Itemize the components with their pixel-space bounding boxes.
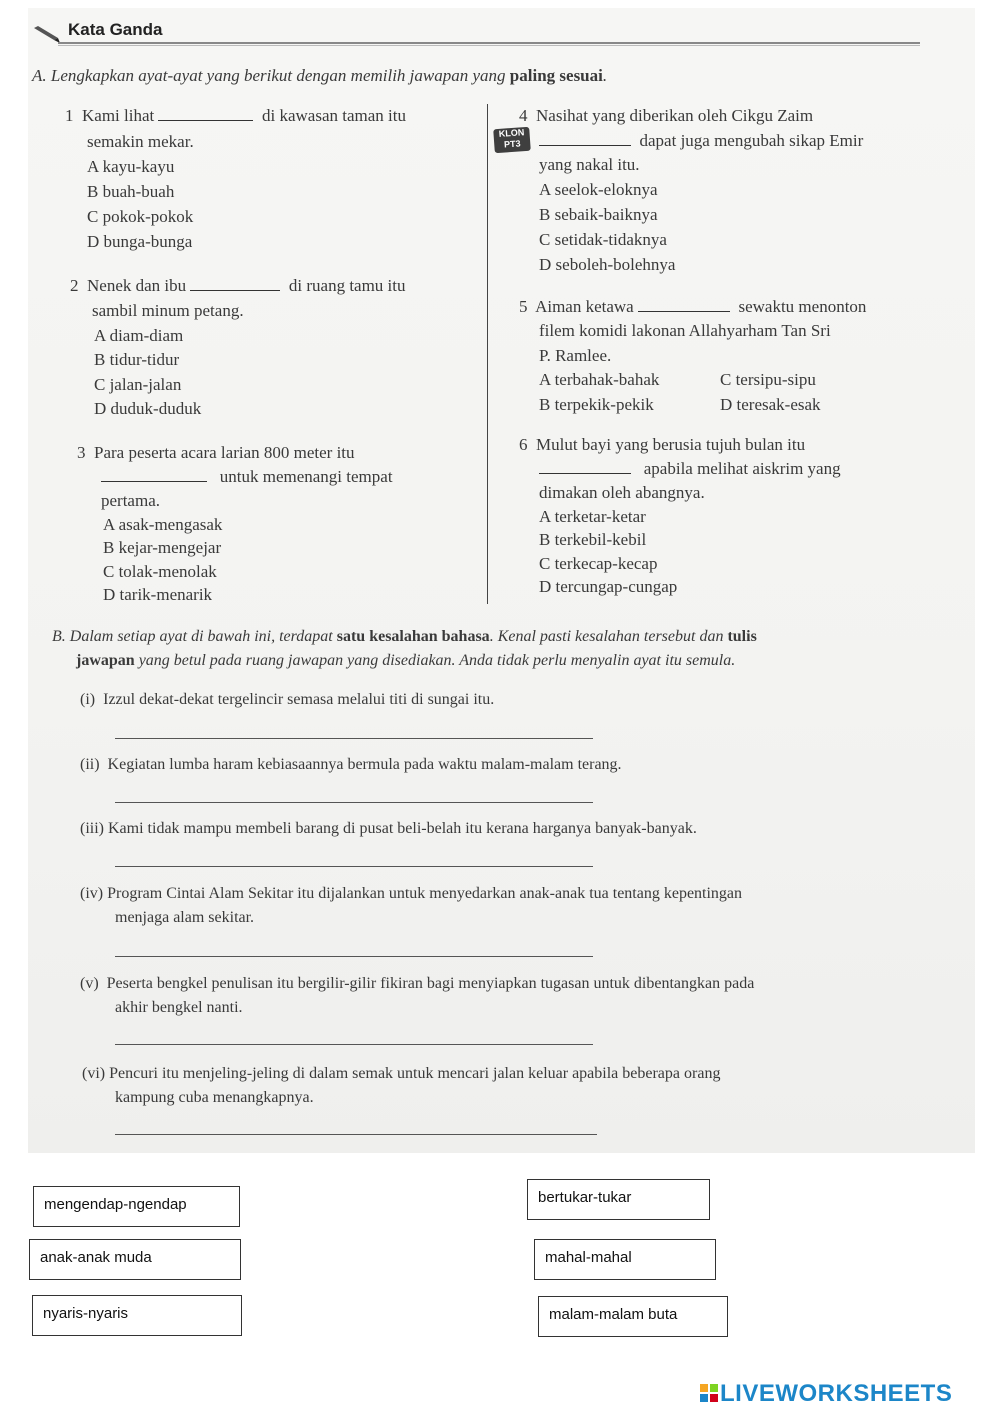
q3-option-c: C tolak-menolak	[103, 562, 217, 581]
answer-box-anak-anak-muda[interactable]: anak-anak muda	[29, 1239, 241, 1280]
question-6-line-2: apabila melihat aiskrim yang	[539, 457, 841, 481]
item-i: (i) Izzul dekat-dekat tergelincir semasa melalui titi di sungai itu.	[80, 691, 495, 708]
q2-option-a: A diam-diam	[94, 326, 184, 345]
q4-option-a: A seelok-eloknya	[539, 180, 658, 199]
question-6-line-3: dimakan oleh abangnya.	[539, 483, 705, 502]
answer-line-v[interactable]	[115, 1044, 593, 1045]
q5-option-b: B terpekik-pekik	[539, 395, 654, 414]
question-5-line-3: P. Ramlee.	[539, 346, 612, 365]
q6-option-b: B terkebil-kebil	[539, 530, 647, 549]
section-b-instruction-line-2: jawapan yang betul pada ruang jawapan yang disediakan. Anda tidak perlu menyalin ayat itu semula.	[76, 652, 736, 669]
q2-option-c: C jalan-jalan	[94, 375, 182, 394]
column-divider	[487, 104, 488, 604]
question-1-line-1: 1 Kami lihat di kawasan taman itu	[65, 106, 406, 125]
q1-option-d: D bunga-bunga	[87, 232, 193, 251]
question-3-line-3: pertama.	[101, 491, 160, 510]
item-v-line-2: akhir bengkel nanti.	[115, 999, 243, 1016]
q1-option-c: C pokok-pokok	[87, 207, 194, 226]
pen-icon	[32, 24, 62, 44]
header-divider-thin	[58, 45, 920, 46]
item-v: (v) Peserta bengkel penulisan itu bergilir-gilir fikiran bagi menyiapkan tugasan untuk dibentangkan pada	[80, 975, 755, 992]
item-iv-line-2: menjaga alam sekitar.	[115, 909, 255, 926]
item-ii: (ii) Kegiatan lumba haram kebiasaannya bermula pada waktu malam-malam terang.	[80, 756, 622, 773]
answer-line-i[interactable]	[115, 738, 593, 739]
q1-option-b: B buah-buah	[87, 182, 175, 201]
question-4-line-3: yang nakal itu.	[539, 155, 640, 174]
answer-box-mahal-mahal[interactable]: mahal-mahal	[534, 1239, 716, 1280]
answer-box-mengendap-ngendap[interactable]: mengendap-ngendap	[33, 1186, 240, 1227]
answer-box-malam-malam-buta[interactable]: malam-malam buta	[538, 1296, 728, 1337]
q6-option-c: C terkecap-kecap	[539, 554, 658, 573]
q3-option-b: B kejar-mengejar	[103, 538, 222, 557]
item-iii: (iii) Kami tidak mampu membeli barang di pusat beli-belah itu kerana harganya banyak-banyak.	[80, 820, 697, 837]
question-4-line-1: 4 Nasihat yang diberikan oleh Cikgu Zaim	[519, 106, 814, 125]
question-2-line-1: 2 Nenek dan ibu di ruang tamu itu	[70, 276, 406, 295]
worksheet-title: Kata Ganda	[68, 20, 163, 39]
answer-box-bertukar-tukar[interactable]: bertukar-tukar	[527, 1179, 710, 1220]
klon-pt3-badge: KLON PT3	[493, 127, 531, 153]
q4-option-d: D seboleh-bolehnya	[539, 255, 676, 274]
item-iv: (iv) Program Cintai Alam Sekitar itu dijalankan untuk menyedarkan anak-anak tua tentang kepentingan	[80, 885, 743, 902]
q4-option-c: C setidak-tidaknya	[539, 230, 667, 249]
q4-option-b: B sebaik-baiknya	[539, 205, 658, 224]
header-divider	[58, 42, 920, 44]
q2-option-d: D duduk-duduk	[94, 399, 202, 418]
question-6-line-1: 6 Mulut bayi yang berusia tujuh bulan itu	[519, 435, 806, 454]
question-3-line-1: 3 Para peserta acara larian 800 meter itu	[77, 443, 355, 462]
section-b-instruction-line-1: B. Dalam setiap ayat di bawah ini, terdapat satu kesalahan bahasa. Kenal pasti kesalahan tersebut dan tulis	[52, 628, 757, 645]
answer-line-iii[interactable]	[115, 866, 593, 867]
answer-line-vi[interactable]	[115, 1134, 597, 1135]
q5-option-d: D teresak-esak	[720, 395, 821, 414]
answer-line-iv[interactable]	[115, 956, 593, 957]
question-5-line-2: filem komidi lakonan Allahyarham Tan Sri	[539, 321, 831, 340]
q3-option-d: D tarik-menarik	[103, 585, 213, 604]
question-3-line-2: untuk memenangi tempat	[101, 465, 393, 489]
q5-option-c: C tersipu-sipu	[720, 370, 816, 389]
liveworksheets-logo-text: LIVEWORKSHEETS	[720, 1380, 953, 1407]
item-vi-line-2: kampung cuba menangkapnya.	[115, 1089, 314, 1106]
question-5-line-1: 5 Aiman ketawa sewaktu menonton	[519, 297, 867, 316]
q3-option-a: A asak-mengasak	[103, 515, 223, 534]
q1-option-a: A kayu-kayu	[87, 157, 175, 176]
answer-box-nyaris-nyaris[interactable]: nyaris-nyaris	[32, 1295, 242, 1336]
item-vi: (vi) Pencuri itu menjeling-jeling di dalam semak untuk mencari jalan keluar apabila beberapa orang	[82, 1065, 721, 1082]
q6-option-d: D tercungap-cungap	[539, 577, 678, 596]
question-2-line-2: sambil minum petang.	[92, 301, 244, 320]
section-a-instruction: A. Lengkapkan ayat-ayat yang berikut dengan memilih jawapan yang paling sesuai.	[32, 66, 608, 85]
question-4-line-2: dapat juga mengubah sikap Emir	[539, 129, 863, 153]
liveworksheets-logo[interactable]	[700, 1380, 952, 1408]
liveworksheets-logo-icon	[700, 1384, 718, 1402]
answer-line-ii[interactable]	[115, 802, 593, 803]
q5-option-a: A terbahak-bahak	[539, 370, 660, 389]
question-1-line-2: semakin mekar.	[87, 132, 194, 151]
q2-option-b: B tidur-tidur	[94, 350, 180, 369]
q6-option-a: A terketar-ketar	[539, 507, 646, 526]
